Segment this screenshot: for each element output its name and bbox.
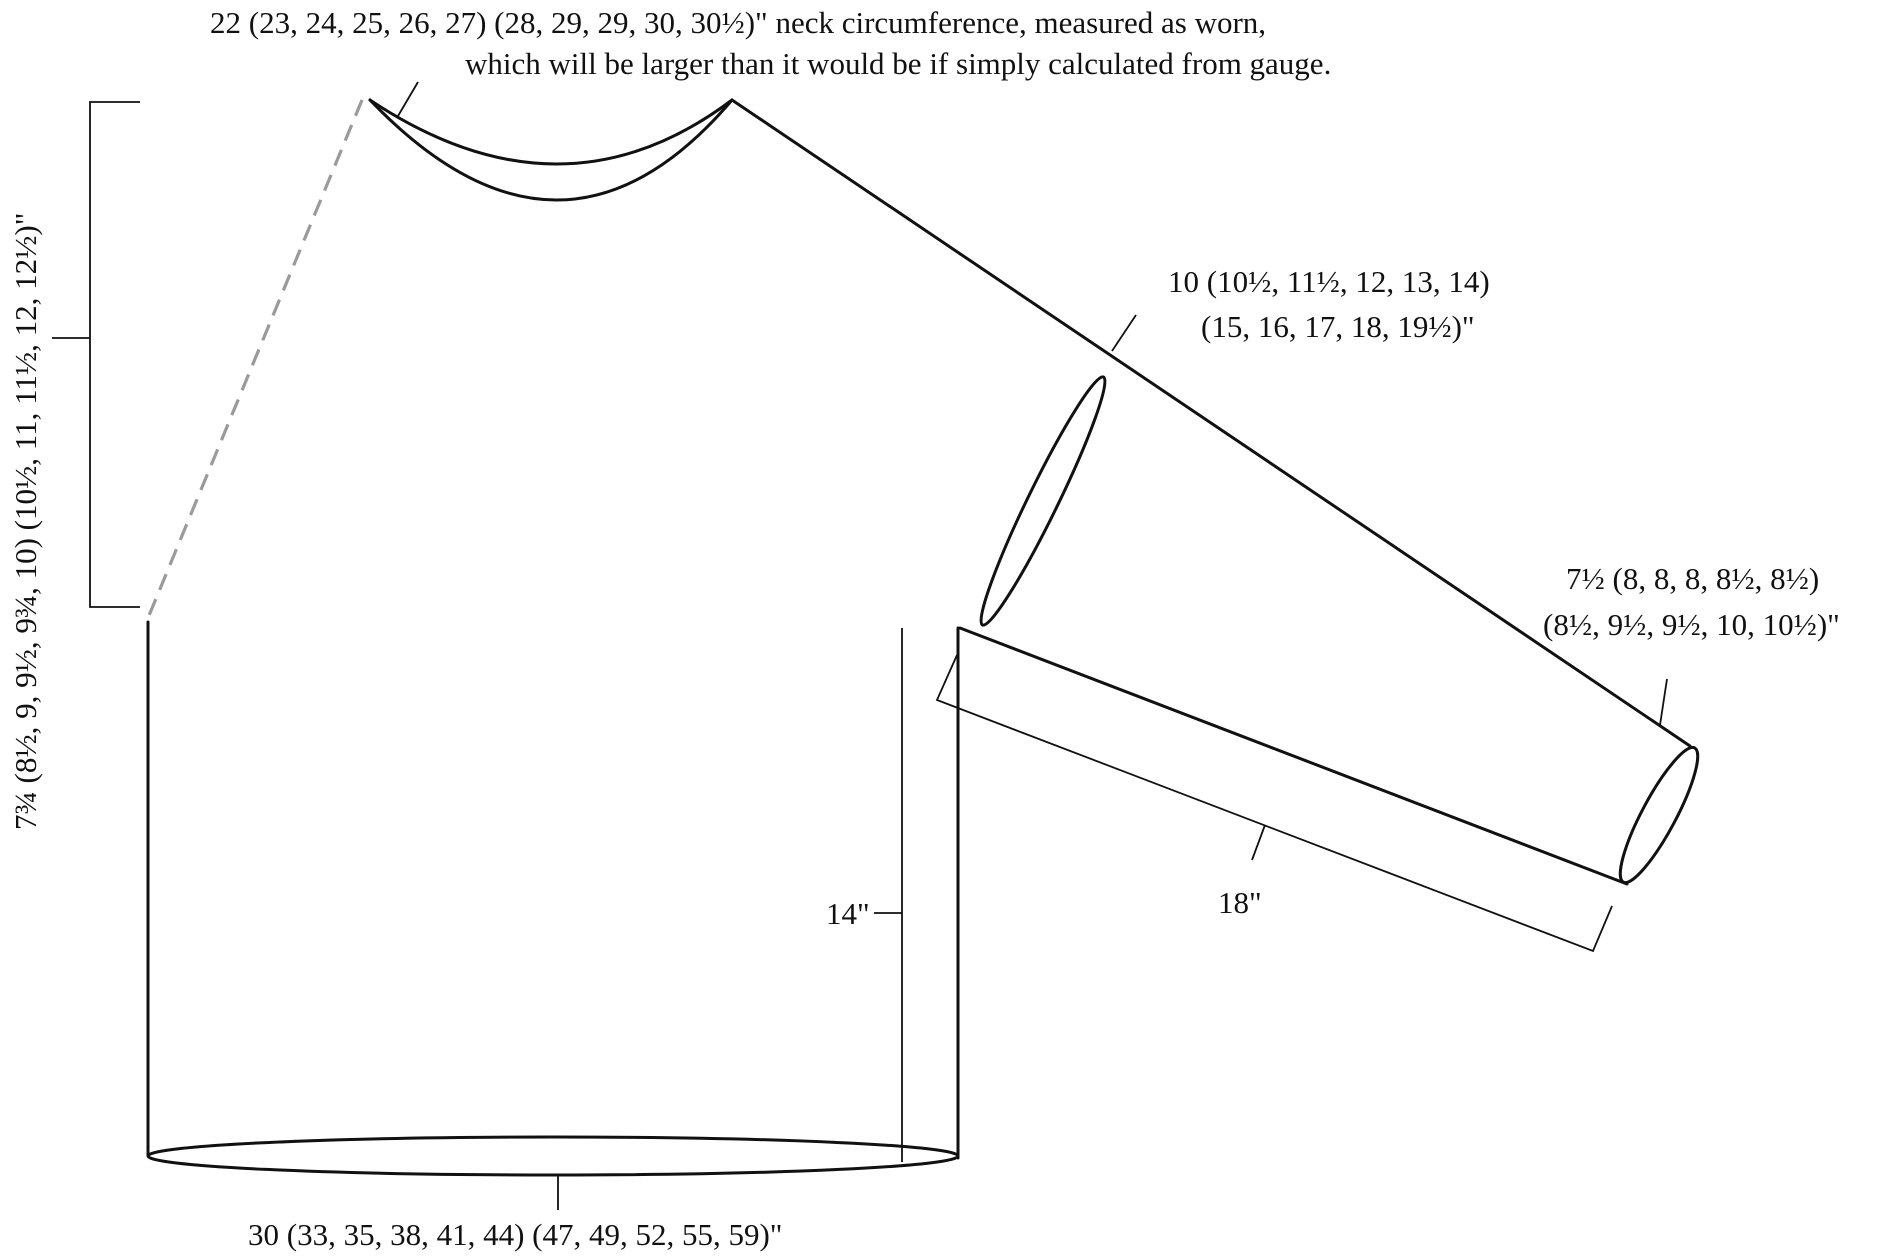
neck-leader-line — [398, 82, 418, 116]
sleeve-bottom-edge — [960, 628, 1627, 884]
sleeve-length-label: 18" — [1218, 885, 1262, 920]
upper-arm-label-line2: (15, 16, 17, 18, 19½)" — [1201, 309, 1475, 344]
hem-circumference-label: 30 (33, 35, 38, 41, 44) (47, 49, 52, 55, 59)" — [248, 1217, 783, 1252]
hem-opening — [148, 1137, 958, 1175]
cuff-label-line2: (8½, 9½, 9½, 10, 10½)" — [1543, 607, 1840, 642]
sleeve-top-edge — [732, 100, 1690, 746]
sleeve-length-bracket — [937, 655, 1612, 951]
raglan-dashed-line — [148, 100, 362, 618]
neckline-outer — [370, 100, 732, 200]
body-length-label: 14" — [826, 896, 870, 931]
cuff-opening — [1608, 740, 1709, 890]
neck-circumference-label-line2: which will be larger than it would be if simply calculated from gauge. — [465, 46, 1332, 81]
neck-circumference-label-line1: 22 (23, 24, 25, 26, 27) (28, 29, 29, 30, 30½)" neck circumference, measured as worn, — [210, 5, 1267, 40]
yoke-depth-bracket — [90, 102, 140, 607]
upper-arm-opening — [969, 370, 1117, 631]
cuff-label-line1: 7½ (8, 8, 8, 8½, 8½) — [1566, 561, 1820, 596]
upper-arm-label-line1: 10 (10½, 11½, 12, 13, 14) — [1168, 264, 1490, 299]
cuff-leader-line — [1660, 679, 1667, 725]
upper-arm-leader-line — [1112, 315, 1136, 351]
yoke-depth-label: 7¾ (8½, 9, 9½, 9¾, 10) (10½, 11, 11½, 12, 12½)" — [8, 212, 43, 830]
sleeve-length-tick — [1252, 825, 1265, 860]
